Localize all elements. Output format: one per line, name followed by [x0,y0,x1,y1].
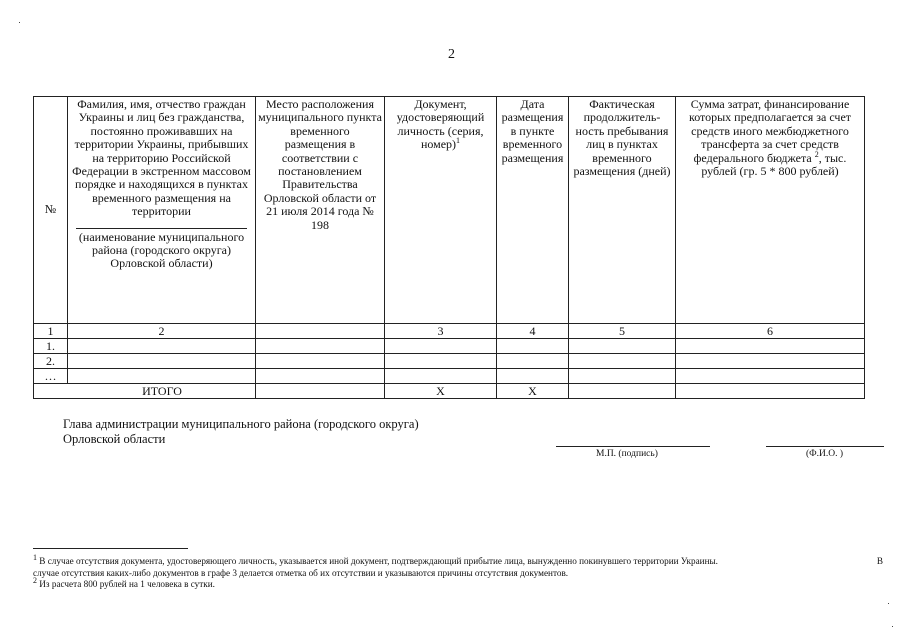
footnote-1-continuation: случае отсутствия каких-либо документов в графе 3 делается отметка об их отсутствии и указываются причины отсутствия документов. [33,567,569,578]
column-number: 1 [34,324,68,339]
column-number: 2 [68,324,256,339]
row-sum-cell [676,339,865,354]
total-days-cell [569,384,676,399]
header-document-text: Документ, удостоверяющий личность (серия, номер) [396,97,485,152]
header-sum-text: Сумма затрат, финансирование которых предполагается за счет средств иного межбюджетного трансферта за счет средств федерального бюджета [688,97,852,165]
footnote-2-text: Из расчета 800 рублей на 1 человека в сутки. [39,579,215,589]
scan-speck [892,626,893,627]
column-number: 4 [497,324,569,339]
row-name-cell [68,339,256,354]
signature-label: М.П. (подпись) [596,449,658,459]
fio-label: (Ф.И.О. ) [806,449,844,459]
total-date-cell: Х [497,384,569,399]
signature-line [556,446,710,447]
table-row [34,339,865,354]
header-place: Место расположения муниципального пункта временного размещения в соответствии с постановлением Правительства Орловской области от 21 июля 2014 года № 198 [256,97,385,324]
row-number: 2. [34,354,68,369]
signature-title-line1: Глава администрации муниципального района (городского округа) [63,417,419,431]
fio-line [766,446,884,447]
footnote-1 [33,552,883,568]
header-sum [676,97,865,324]
scan-speck [19,22,20,23]
page-number: 2 [448,47,455,62]
row-doc-cell [385,354,497,369]
total-doc-cell: Х [385,384,497,399]
row-date-cell [497,354,569,369]
row-place-cell [256,339,385,354]
column-number-row [34,324,865,339]
header-name-text: Фамилия, имя, отчество граждан Украины и лиц без гражданства, постоянно проживавших на территории Украины, прибывших на территорию Российской Федерации в экстренном массовом порядке и находящихся в пунктах временного размещения на территории [72,97,251,219]
total-place-cell [256,384,385,399]
row-days-cell [569,339,676,354]
row-number: … [34,369,68,384]
header-name-subtitle: (наименование муниципального района (городского округа) Орловской области) [78,229,245,271]
footnote-1-mark: 1 [33,552,37,562]
header-name-underline [76,228,247,229]
column-number: 5 [569,324,676,339]
footnote-2 [33,575,883,591]
row-name-cell [68,369,256,384]
signature-title-line2: Орловской области [63,432,166,446]
row-place-cell [256,369,385,384]
row-doc-cell [385,339,497,354]
header-sum-tail: , тыс. рублей (гр. 5 * 800 рублей) [701,150,847,179]
row-days-cell [569,354,676,369]
row-date-cell [497,369,569,384]
row-sum-cell [676,369,865,384]
total-label [34,384,256,399]
row-doc-cell [385,369,497,384]
row-name-cell [68,354,256,369]
header-days: Фактическая продолжитель-ность пребывания лиц в пунктах временного размещения (дней) [569,97,676,324]
footnote-ref-1: 1 [456,136,461,146]
report-table [33,96,865,399]
row-sum-cell [676,354,865,369]
signature-block [63,417,419,447]
header-no: № [34,97,68,324]
footnote-separator [33,548,188,549]
header-document [385,97,497,324]
scan-speck [888,603,889,604]
column-number: 6 [676,324,865,339]
total-row [34,384,865,399]
total-sum-cell [676,384,865,399]
row-number: 1. [34,339,68,354]
header-row [34,97,865,324]
column-number [256,324,385,339]
header-name [68,97,256,324]
header-date: Дата размещения в пункте временного размещения [497,97,569,324]
footnote-1-stray-letter: В [876,556,883,566]
row-date-cell [497,339,569,354]
footnote-2-mark: 2 [33,575,37,585]
table-row [34,354,865,369]
table-row [34,369,865,384]
footnote-ref-2: 2 [814,149,819,159]
column-number: 3 [385,324,497,339]
footnote-1-text: В случае отсутствия документа, удостоверяющего личность, указывается иной документ, подтверждающий прибытие лица, вынужденно покинувшего территории Украины. [39,556,718,566]
row-place-cell [256,354,385,369]
row-days-cell [569,369,676,384]
footnotes [33,552,883,591]
total-label-text: ИТОГО [142,384,182,398]
